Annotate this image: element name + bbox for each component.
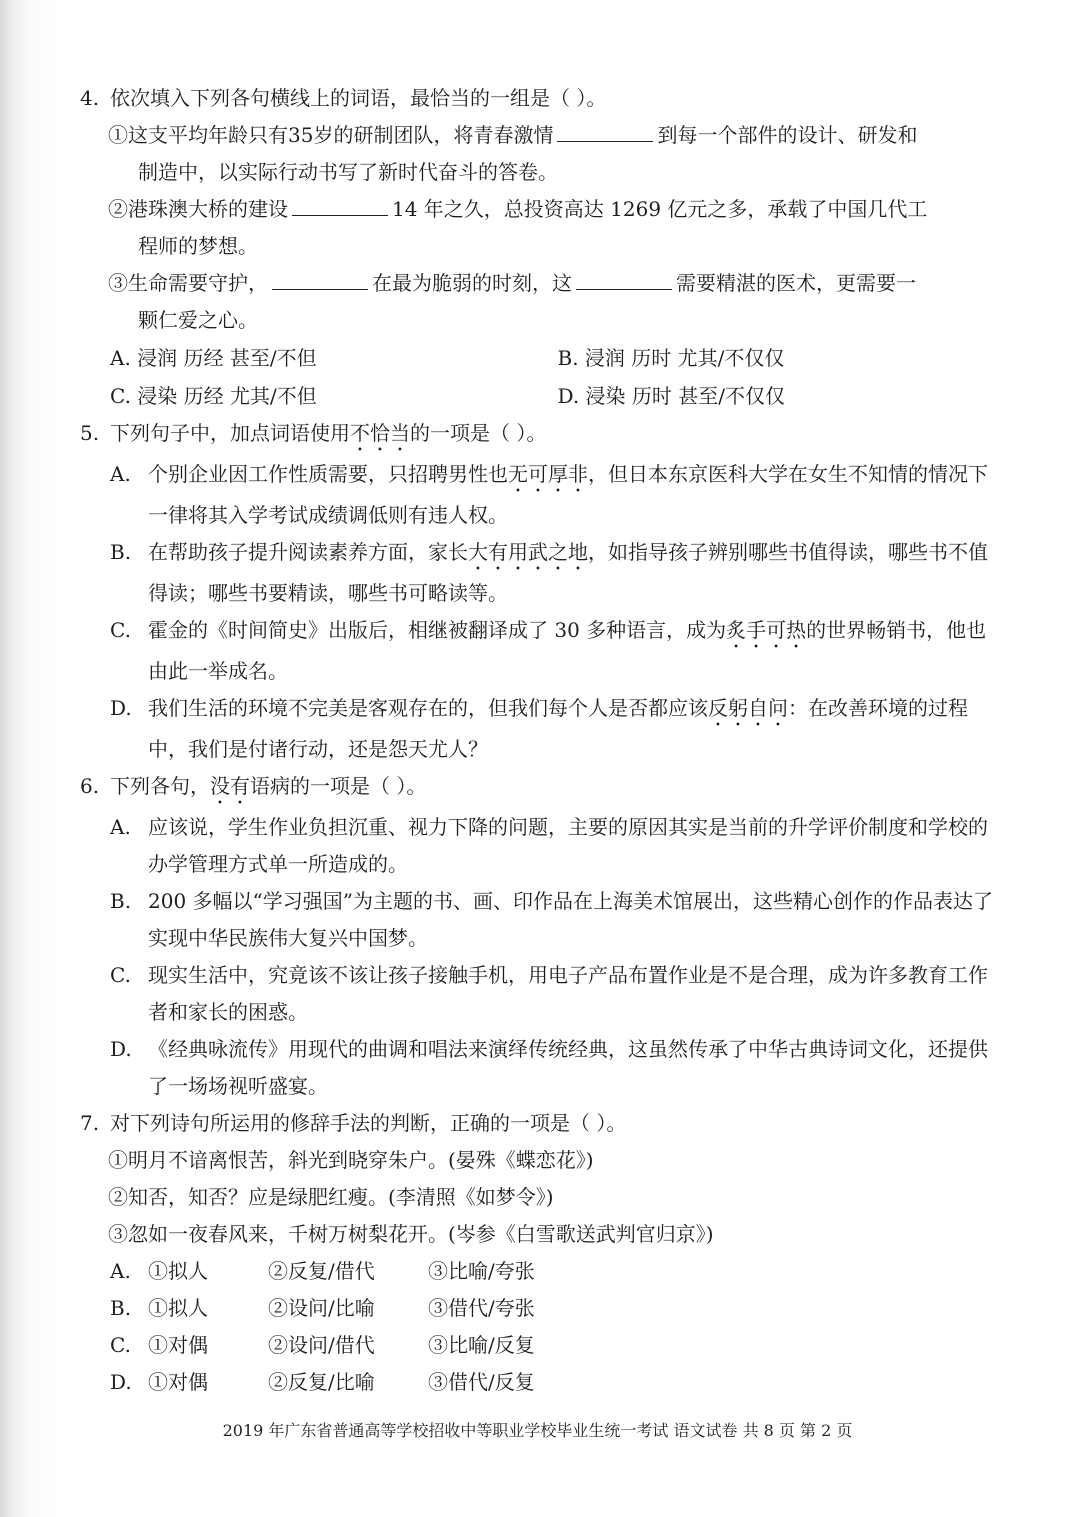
option-d [110,690,1005,768]
option-part: ①拟人 [148,1259,208,1283]
question-stem: 语病的一项是（ ）。 [250,774,427,798]
option-c: C. 浸染 历经 尤其/不但 [110,384,317,408]
question-stem: 的一项是（ ）。 [410,421,547,445]
option-text-part: 在帮助孩子提升阅读素养方面，家长 [148,540,468,564]
option-d [110,1364,1005,1401]
question-stem: 下列句子中，加点词语使用 [110,421,350,445]
option-label: C. [110,963,131,987]
fill-blank [557,123,653,142]
options-row [110,377,1005,415]
option-part: ③比喻/反复 [428,1333,535,1357]
option-part: ①拟人 [148,1296,208,1320]
option-label: A. [110,1259,131,1283]
option-text-part: ，如指导孩子辨别哪些书值得读，哪些书不值得读；哪些书要精读，哪些书可略读等。 [148,540,988,605]
option-part: ①对偶 [148,1333,208,1357]
sentence-text: 在最为脆弱的时刻，这 [372,271,572,295]
option-c [110,1327,1005,1364]
options-row [110,339,1005,377]
option-text [148,456,1005,534]
emphasized-word: 没有 [210,774,250,798]
option-text-part: 我们生活的环境不完美是客观存在的，但我们每个人是否都应该 [148,696,708,720]
sentence-text: ③生命需要守护， [108,271,268,295]
option-text: 应该说，学生作业负担沉重、视力下降的问题，主要的原因其实是当前的升学评价制度和学校的办学管理方式单一所造成的。 [148,815,988,876]
option-label: C. [110,618,131,642]
option-part: ②反复/借代 [268,1259,375,1283]
option-label: B. [110,1296,132,1320]
emphasized-word: 无可厚非 [508,462,588,486]
sentence-text: ①这支平均年龄只有35岁的研制团队，将青春激情 [108,123,554,147]
page-content [80,80,1005,1401]
option-a: A. 浸润 历经 甚至/不但 [110,346,317,370]
option-text [148,690,1005,768]
option-b [110,1290,1005,1327]
sentence-text: ②港珠澳大桥的建设 [108,197,288,221]
option-b: B. 浸润 历时 尤其/不仅仅 [557,346,785,370]
question-stem: 对下列诗句所运用的修辞手法的判断，正确的一项是（ ）。 [110,1111,627,1135]
option-a [110,1253,1005,1290]
fill-blank [576,271,672,290]
emphasized-word: 不恰当 [350,421,410,445]
sentence-text: 需要精湛的医术，更需要一 [676,271,916,295]
sentence-text: 14 年之久，总投资高达 1269 亿元之多，承载了中国几代工 [392,197,928,221]
option-part: ①对偶 [148,1370,208,1394]
option-b [110,883,1005,957]
option-part: ③借代/夸张 [428,1296,535,1320]
question-number: 6. [80,774,100,798]
option-label: B. [110,540,132,564]
fill-blank [272,271,368,290]
sentence-continuation: 制造中，以实际行动书写了新时代奋斗的答卷。 [138,160,558,184]
option-label: A. [110,462,131,486]
page-footer: 2019 年广东省普通高等学校招收中等职业学校毕业生统一考试 语文试卷 共 8 页 第 2 页 [222,1421,853,1440]
option-label: D. [110,696,132,720]
option-a [110,456,1005,534]
fill-blank [292,197,388,216]
question-number: 4. [80,86,100,110]
emphasized-word: 炙手可热 [726,618,807,642]
option-label: C. [110,1333,131,1357]
option-label: A. [110,815,131,839]
option-d: D. 浸染 历时 甚至/不仅仅 [557,384,785,408]
sentence-2 [108,191,1005,265]
question-7 [80,1105,1005,1142]
question-number: 7. [80,1111,100,1135]
poem-line-3: ③忽如一夜春风来，千树万树梨花开。(岑参《白雪歌送武判官归京》) [108,1222,714,1246]
option-a [110,809,1005,883]
question-4 [80,80,1005,117]
option-c [110,957,1005,1031]
question-stem: 依次填入下列各句横线上的词语，最恰当的一组是（ ）。 [110,86,607,110]
option-part: ②设问/比喻 [268,1296,375,1320]
option-part: ③借代/反复 [428,1370,535,1394]
sentence-3 [108,265,1005,339]
option-d [110,1031,1005,1105]
question-number: 5. [80,421,100,445]
option-text [148,612,1005,690]
sentence-continuation: 颗仁爱之心。 [138,308,258,332]
question-6 [80,768,1005,809]
sentence-continuation: 程师的梦想。 [138,234,258,258]
option-label: D. [110,1037,132,1061]
option-text-part: 霍金的《时间简史》出版后，相继被翻译成了 30 多种语言，成为 [148,618,727,642]
option-text-part: ：在改善环境的过程中，我们是付诸行动，还是怨天尤人？ [148,696,968,761]
sentence-text: 到每一个部件的设计、研发和 [657,123,918,147]
option-text [148,534,1005,612]
option-label: B. [110,889,132,913]
option-part: ②反复/比喻 [268,1370,375,1394]
option-part: ③比喻/夸张 [428,1259,535,1283]
sentence-1 [108,117,1005,191]
option-text: 200 多幅以“学习强国”为主题的书、画、印作品在上海美术馆展出，这些精心创作的作品表达了实现中华民族伟大复兴中国梦。 [148,889,993,950]
option-c [110,612,1005,690]
question-stem: 下列各句， [110,774,210,798]
option-text: 现实生活中，究竟该不该让孩子接触手机，用电子产品布置作业是不是合理，成为许多教育工作者和家长的困惑。 [148,963,988,1024]
emphasized-word: 反躬自问 [708,696,788,720]
option-part: ②设问/借代 [268,1333,375,1357]
question-5 [80,415,1005,456]
option-text: 《经典咏流传》用现代的曲调和唱法来演绎传统经典，这虽然传承了中华古典诗词文化，还提供了一场场视听盛宴。 [148,1037,988,1098]
option-b [110,534,1005,612]
option-text-part: 个别企业因工作性质需要，只招聘男性也 [148,462,508,486]
option-text-part: ，但日本东京医科大学在女生不知情的情况下一律将其入学考试成绩调低则有违人权。 [148,462,988,527]
poem-line-1: ①明月不谙离恨苦，斜光到晓穿朱户。(晏殊《蝶恋花》) [108,1148,594,1172]
emphasized-word: 大有用武之地 [468,540,588,564]
option-text-part: 的世界畅销书，他也由此一举成名。 [148,618,987,683]
poem-line-2: ②知否，知否？应是绿肥红瘦。(李清照《如梦令》) [108,1185,554,1209]
option-label: D. [110,1370,132,1394]
